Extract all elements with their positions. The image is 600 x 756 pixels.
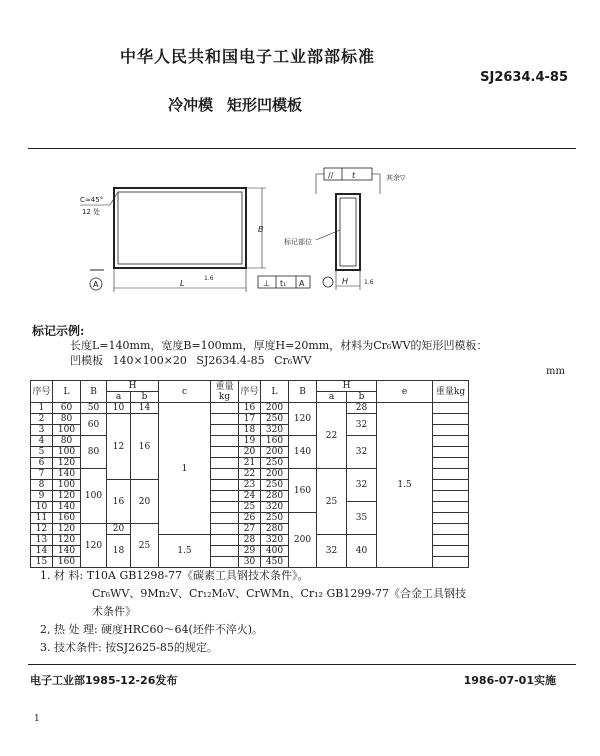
cell-weight-2 bbox=[433, 414, 469, 425]
cell-weight-2 bbox=[433, 425, 469, 436]
cell-weight bbox=[211, 524, 239, 535]
cell-e: 1.5 bbox=[377, 403, 433, 568]
cell-weight bbox=[211, 557, 239, 568]
cell-B-2: 140 bbox=[289, 436, 317, 469]
technical-drawing bbox=[80, 160, 480, 300]
perp-value: t₁ bbox=[280, 279, 287, 288]
note-1-cont: Cr₆WV、9Mn₂V、Cr₁₂M₀V、CrWMn、Cr₁₂ GB1299-77《合金工具钢技 bbox=[92, 587, 467, 600]
cell-weight-2 bbox=[433, 458, 469, 469]
cell-L-2: 200 bbox=[261, 447, 289, 458]
doc-title bbox=[168, 94, 316, 115]
cell-weight-2 bbox=[433, 546, 469, 557]
th-H: H bbox=[107, 381, 159, 392]
cell-b-2: 35 bbox=[347, 502, 377, 535]
marking-std: SJ2634.4-85 bbox=[196, 354, 265, 367]
cell-b-2: 32 bbox=[347, 469, 377, 502]
cell-L-2: 280 bbox=[261, 524, 289, 535]
cell-weight bbox=[211, 491, 239, 502]
note-1 bbox=[40, 567, 466, 585]
cell-L-2: 280 bbox=[261, 491, 289, 502]
cell-no: 14 bbox=[31, 546, 53, 557]
cell-L-2: 320 bbox=[261, 425, 289, 436]
th-a: a bbox=[107, 392, 131, 403]
cell-weight-2 bbox=[433, 491, 469, 502]
cell-no: 5 bbox=[31, 447, 53, 458]
cell-weight bbox=[211, 458, 239, 469]
cell-no: 7 bbox=[31, 469, 53, 480]
cell-B: 120 bbox=[81, 524, 107, 568]
cell-no-2: 26 bbox=[239, 513, 261, 524]
cell-weight bbox=[211, 414, 239, 425]
cell-no: 13 bbox=[31, 535, 53, 546]
cell-weight-2 bbox=[433, 524, 469, 535]
th-a-2: a bbox=[317, 392, 347, 403]
cell-L-2: 250 bbox=[261, 513, 289, 524]
cell-no: 9 bbox=[31, 491, 53, 502]
marking-size: 140×100×20 bbox=[112, 354, 187, 367]
cell-L-2: 320 bbox=[261, 535, 289, 546]
cell-L-2: 320 bbox=[261, 502, 289, 513]
cell-no: 4 bbox=[31, 436, 53, 447]
th-weight-2: 重量kg bbox=[433, 381, 469, 403]
th-no-2: 序号 bbox=[239, 381, 261, 403]
cell-weight-2 bbox=[433, 502, 469, 513]
cell-L: 100 bbox=[53, 447, 81, 458]
plate-inner-edge bbox=[118, 192, 242, 264]
cell-no: 2 bbox=[31, 414, 53, 425]
cell-b: 20 bbox=[131, 480, 159, 524]
cell-B: 100 bbox=[81, 469, 107, 524]
th-weight: 重量kg bbox=[211, 381, 239, 403]
cell-L-2: 250 bbox=[261, 414, 289, 425]
marking-example: 长度L=140mm，宽度B=100mm，厚度H=20mm，材料为Cr₆WV的矩形凹模板： bbox=[70, 339, 488, 352]
cell-a-2: 25 bbox=[317, 469, 347, 535]
header-rule bbox=[28, 148, 576, 149]
cell-no-2: 29 bbox=[239, 546, 261, 557]
chamfer-count: 12 处 bbox=[82, 208, 101, 216]
cell-B: 50 bbox=[81, 403, 107, 414]
datum-A: A bbox=[93, 280, 99, 289]
title-part-b: 矩形凹模板 bbox=[227, 96, 303, 114]
cell-b: 25 bbox=[131, 524, 159, 568]
cell-b: 14 bbox=[131, 403, 159, 414]
cell-L-2: 250 bbox=[261, 458, 289, 469]
cell-a: 16 bbox=[107, 480, 131, 524]
cell-weight bbox=[211, 436, 239, 447]
roughness-left: 1.6 bbox=[204, 275, 214, 282]
cell-b: 16 bbox=[131, 414, 159, 480]
title-part-a: 冷冲模 bbox=[168, 96, 214, 114]
perp-ref: A bbox=[299, 279, 305, 288]
cell-weight-2 bbox=[433, 436, 469, 447]
cell-weight-2 bbox=[433, 557, 469, 568]
cell-no: 12 bbox=[31, 524, 53, 535]
cell-L: 140 bbox=[53, 546, 81, 557]
spec-table bbox=[30, 380, 469, 568]
roughness-remaining: 其余▽ bbox=[386, 174, 406, 182]
cell-no-2: 20 bbox=[239, 447, 261, 458]
cell-weight bbox=[211, 425, 239, 436]
cell-no-2: 27 bbox=[239, 524, 261, 535]
cell-L-2: 200 bbox=[261, 469, 289, 480]
cell-no-2: 25 bbox=[239, 502, 261, 513]
cell-B-2: 200 bbox=[289, 513, 317, 568]
cell-L: 100 bbox=[53, 480, 81, 491]
issue-date: 电子工业部1985-12-26发布 bbox=[30, 674, 178, 687]
cell-no-2: 19 bbox=[239, 436, 261, 447]
cell-weight bbox=[211, 447, 239, 458]
cell-a: 12 bbox=[107, 414, 131, 480]
marking-heading: 标记示例: bbox=[32, 324, 85, 338]
cell-c: 1 bbox=[159, 403, 211, 535]
plate-front-view bbox=[114, 188, 246, 268]
th-e: e bbox=[377, 381, 433, 403]
cell-weight bbox=[211, 403, 239, 414]
cell-L: 140 bbox=[53, 469, 81, 480]
marking-code bbox=[70, 352, 311, 368]
note-3: 3. 技术条件: 按SJ2625-85的规定。 bbox=[40, 641, 218, 654]
note-1-text: T10A GB1298-77《碳素工具钢技术条件》。 bbox=[86, 569, 309, 582]
mark-place-label: 标记部位 bbox=[284, 238, 312, 246]
cell-a: 20 bbox=[107, 524, 131, 535]
notes bbox=[40, 567, 466, 657]
cell-no-2: 23 bbox=[239, 480, 261, 491]
cell-no: 6 bbox=[31, 458, 53, 469]
parallel-symbol: // bbox=[328, 171, 334, 180]
implement-date: 1986-07-01实施 bbox=[463, 674, 556, 687]
cell-weight bbox=[211, 513, 239, 524]
th-B: B bbox=[81, 381, 107, 403]
th-b-2: b bbox=[347, 392, 377, 403]
cell-L: 120 bbox=[53, 535, 81, 546]
unit-label: mm bbox=[546, 366, 565, 377]
footer-rule bbox=[28, 664, 576, 665]
cell-L: 120 bbox=[53, 491, 81, 502]
th-c: c bbox=[159, 381, 211, 403]
cell-L: 120 bbox=[53, 524, 81, 535]
cell-weight-2 bbox=[433, 480, 469, 491]
dim-L-label: L bbox=[180, 279, 185, 288]
cell-weight-2 bbox=[433, 447, 469, 458]
cell-weight bbox=[211, 546, 239, 557]
issuing-org: 中华人民共和国电子工业部部标准 bbox=[120, 47, 376, 66]
note-1-cont-2: 术条件》 bbox=[92, 605, 136, 618]
cell-L: 100 bbox=[53, 425, 81, 436]
cell-c: 1.5 bbox=[159, 535, 211, 568]
cell-weight-2 bbox=[433, 469, 469, 480]
perp-symbol: ⊥ bbox=[263, 279, 270, 288]
cell-weight-2 bbox=[433, 403, 469, 414]
cell-a-2: 22 bbox=[317, 403, 347, 469]
marking-name: 凹模板 bbox=[70, 354, 103, 367]
cell-b-2: 32 bbox=[347, 436, 377, 469]
chamfer-label: C≈45° bbox=[80, 196, 104, 204]
cell-L: 160 bbox=[53, 513, 81, 524]
cell-no-2: 16 bbox=[239, 403, 261, 414]
dim-H-label: H bbox=[342, 277, 349, 286]
marking-mat: Cr₆WV bbox=[274, 354, 312, 367]
cell-B-2: 120 bbox=[289, 403, 317, 436]
cell-no: 3 bbox=[31, 425, 53, 436]
cell-L: 60 bbox=[53, 403, 81, 414]
cell-no: 1 bbox=[31, 403, 53, 414]
roughness-right: 1.6 bbox=[364, 279, 374, 286]
note-2: 2, 热 处 理: 硬度HRC60～64(坯件不淬火)。 bbox=[40, 623, 264, 636]
cell-no-2: 28 bbox=[239, 535, 261, 546]
cell-L: 80 bbox=[53, 414, 81, 425]
cell-weight-2 bbox=[433, 535, 469, 546]
cell-weight bbox=[211, 480, 239, 491]
cell-L-2: 250 bbox=[261, 480, 289, 491]
cell-no: 10 bbox=[31, 502, 53, 513]
cell-weight bbox=[211, 535, 239, 546]
standard-number: SJ2634.4-85 bbox=[480, 70, 568, 85]
cell-no-2: 24 bbox=[239, 491, 261, 502]
cell-B-2: 160 bbox=[289, 469, 317, 513]
cell-a-2: 32 bbox=[317, 535, 347, 568]
cell-L: 120 bbox=[53, 458, 81, 469]
cell-L-2: 200 bbox=[261, 403, 289, 414]
cell-no-2: 17 bbox=[239, 414, 261, 425]
th-H-2: H bbox=[317, 381, 377, 392]
table-header-row bbox=[31, 381, 469, 392]
th-no: 序号 bbox=[31, 381, 53, 403]
cell-b-2: 40 bbox=[347, 535, 377, 568]
th-b: b bbox=[131, 392, 159, 403]
cell-a: 10 bbox=[107, 403, 131, 414]
cell-weight bbox=[211, 469, 239, 480]
cell-b-2: 28 bbox=[347, 403, 377, 414]
cell-b-2: 32 bbox=[347, 414, 377, 436]
cell-no: 15 bbox=[31, 557, 53, 568]
cell-no-2: 30 bbox=[239, 557, 261, 568]
cell-no-2: 22 bbox=[239, 469, 261, 480]
cell-no: 8 bbox=[31, 480, 53, 491]
cell-weight bbox=[211, 502, 239, 513]
cell-no-2: 21 bbox=[239, 458, 261, 469]
cell-a: 18 bbox=[107, 535, 131, 568]
cell-B: 60 bbox=[81, 414, 107, 436]
cell-L: 160 bbox=[53, 557, 81, 568]
th-L-2: L bbox=[261, 381, 289, 403]
cell-L-2: 160 bbox=[261, 436, 289, 447]
note-1-label: 1. 材 料: bbox=[40, 569, 84, 582]
th-L: L bbox=[53, 381, 81, 403]
cell-L-2: 400 bbox=[261, 546, 289, 557]
th-B-2: B bbox=[289, 381, 317, 403]
cell-L: 140 bbox=[53, 502, 81, 513]
table-row bbox=[31, 403, 469, 414]
cell-L-2: 450 bbox=[261, 557, 289, 568]
cell-no-2: 18 bbox=[239, 425, 261, 436]
cell-weight-2 bbox=[433, 513, 469, 524]
parallel-value: t bbox=[352, 171, 356, 180]
cell-no: 11 bbox=[31, 513, 53, 524]
page-number: 1 bbox=[34, 714, 40, 724]
cell-L: 80 bbox=[53, 436, 81, 447]
cell-B: 80 bbox=[81, 436, 107, 469]
dim-B-label: B bbox=[258, 225, 264, 234]
